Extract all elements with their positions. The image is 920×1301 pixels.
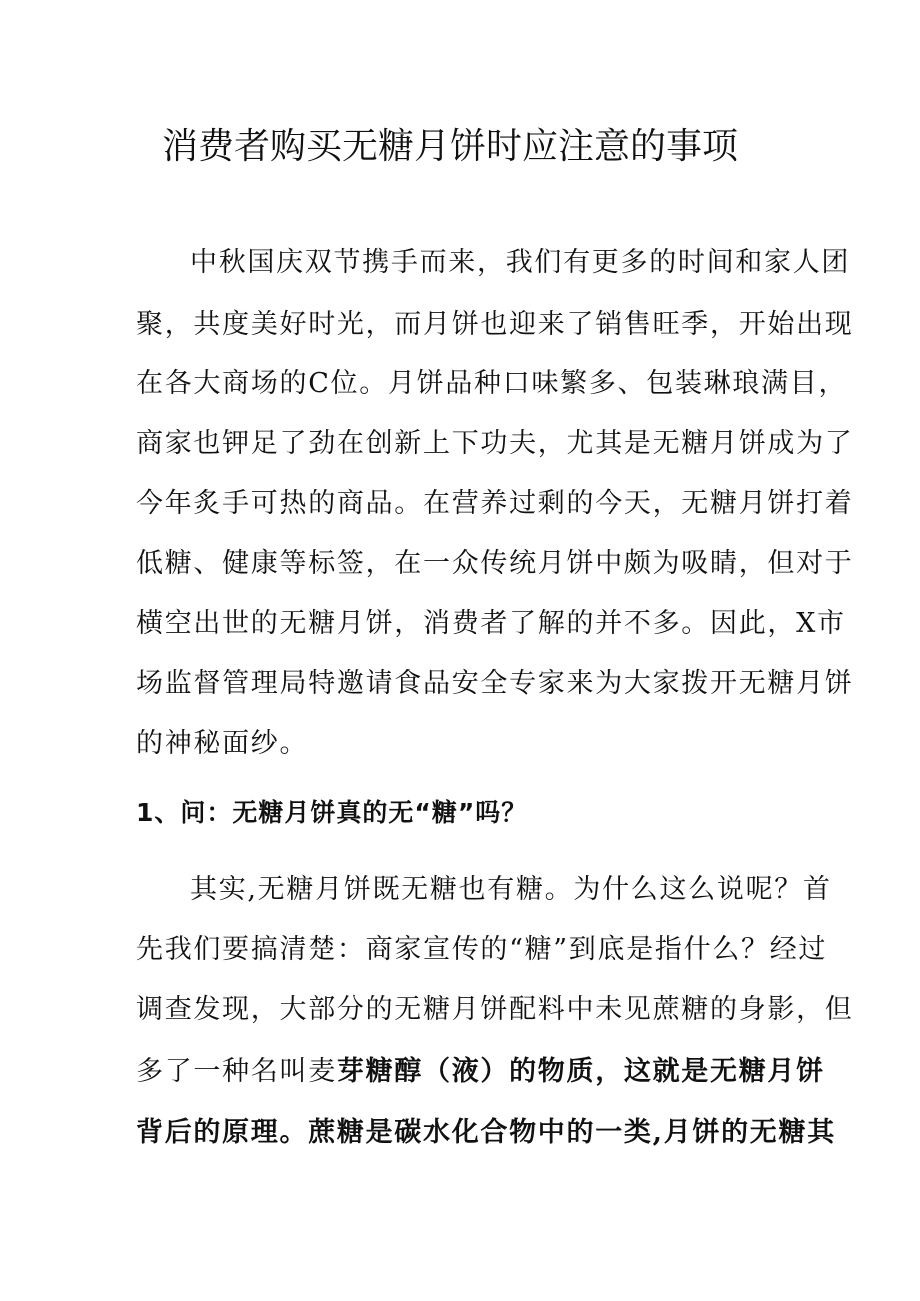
paragraph-2-line-1: 其实,无糖月饼既无糖也有糖。为什么这么说呢？首	[190, 874, 832, 905]
paragraph-1-line-9: 的神秘面纱。	[136, 728, 309, 759]
paragraph-1-line-3: 在各大商场的C位。月饼品种口味繁多、包装琳琅满目，	[136, 368, 848, 399]
paragraph-1-line-6: 低糖、健康等标签，在一众传统月饼中颇为吸睛，但对于	[136, 548, 854, 579]
paragraph-2-line-3: 调查发现，大部分的无糖月饼配料中未见蔗糖的身影，但	[136, 994, 854, 1025]
paragraph-2-line-2: 先我们要搞清楚：商家宣传的“糖”到底是指什么？经过	[136, 934, 828, 965]
paragraph-1-line-8: 场监督管理局特邀请食品安全专家来为大家拨开无糖月饼	[136, 668, 854, 699]
paragraph-1-line-2: 聚，共度美好时光，而月饼也迎来了销售旺季，开始出现	[136, 309, 854, 340]
paragraph-2-line-4-bold: 芽糖醇（液）的物质，这就是无糖月饼	[336, 1056, 825, 1087]
section-1-heading: 1、问：无糖月饼真的无“糖”吗？	[136, 798, 528, 827]
paragraph-1-line-5: 今年炙手可热的商品。在营养过剩的今天，无糖月饼打着	[136, 488, 854, 519]
paragraph-2-line-4-normal: 多了一种名叫麦	[136, 1056, 337, 1087]
paragraph-2-line-4	[136, 1052, 825, 1092]
document-title: 消费者购买无糖月饼时应注意的事项	[161, 126, 738, 167]
paragraph-2-line-5: 背后的原理。蔗糖是碳水化合物中的一类,月饼的无糖其	[136, 1117, 836, 1148]
paragraph-1-line-4: 商家也钾足了劲在创新上下功夫，尤其是无糖月饼成为了	[136, 428, 854, 459]
paragraph-1-line-7: 横空出世的无糖月饼，消费者了解的并不多。因此，X市	[136, 608, 846, 639]
paragraph-1-line-1: 中秋国庆双节携手而来，我们有更多的时间和家人团	[190, 247, 851, 278]
